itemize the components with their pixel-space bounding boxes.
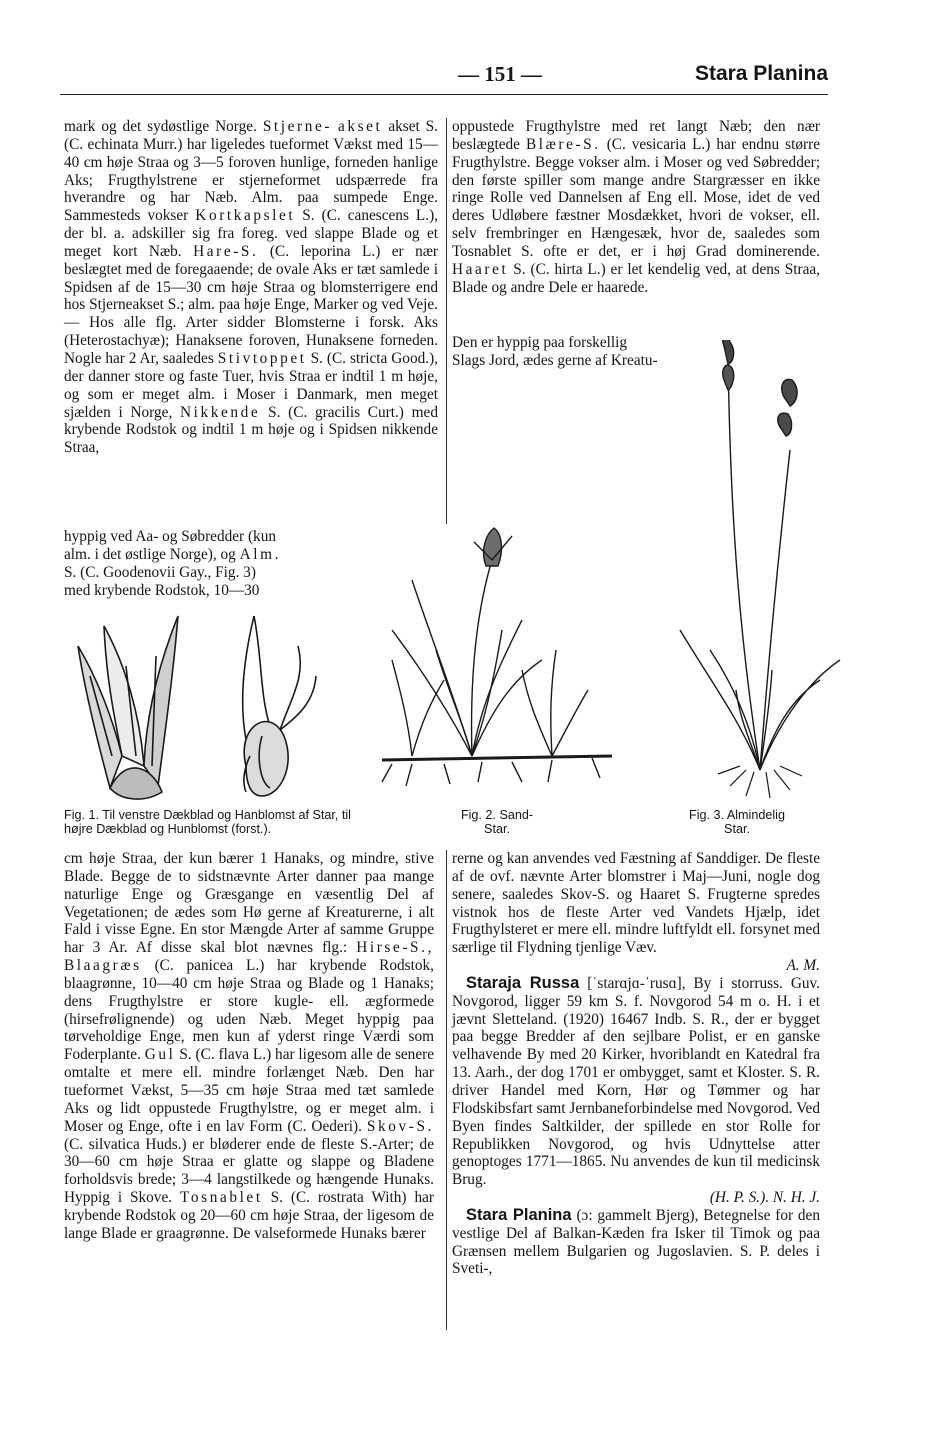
figure-3-illustration xyxy=(670,340,850,810)
species-name: Blære-S. xyxy=(525,135,601,153)
species-name: akset xyxy=(337,118,383,135)
figure-1-caption: Fig. 1. Til venstre Dækblad og Hanblomst af Star, til højre Dækblad og Hunblomst (forst.). xyxy=(64,808,351,836)
author-signature: (H. P. S.). N. H. J. xyxy=(709,1189,820,1207)
author-signature: A. M. xyxy=(786,957,820,975)
column-rule-bottom xyxy=(446,850,447,1330)
species-name: Alm. xyxy=(239,545,282,563)
species-name: Kortkapslet xyxy=(195,207,296,225)
page-number: — 151 — xyxy=(458,62,542,86)
species-name: Skov-S. xyxy=(366,1117,434,1135)
figure-1-illustration xyxy=(66,606,366,806)
species-name: Stivtoppet xyxy=(217,349,307,367)
species-name: Tosnablet xyxy=(180,1189,263,1207)
entry-staraja-russa: Staraja Russa [ˈstarɑjɑ-ˈrusɑ], By i storruss. Guv. Novgorod, ligger 59 km S. f. Novgorod 54 m o. H. i et jævnt Sletteland. (1920) 16467 Indb. S. R., der er bygget paa begge Bredder af den sejlbare Polist, er en ganske velhavende By med 20 Kirker, hvoriblandt en Katedral fra 13. Aarh., der dog 1701 er ombygget, samt et Kloster. S. R. driver Handel med Korn, Hør og Tømmer og har Flodskibsfart samt Jernbaneforbindelse med Novgorod. Ved Byen findes Saltkilder, der spillede en stor Rolle for Republikken Novgorod, og hvis Udnyttelse atter genoptoges 1771—1865. Nu anvendes de kun til medicinsk Brug. xyxy=(452,973,820,1189)
column-rule-top xyxy=(446,118,447,524)
species-name: Nikkende xyxy=(180,403,261,421)
page-header xyxy=(60,58,828,95)
entry-title: Staraja Russa xyxy=(466,973,580,992)
entry-title: Stara Planina xyxy=(466,1205,572,1224)
column-top-left-narrow: hyppig ved Aa- og Søbredder (kun alm. i det østlige Norge), og Alm. S. (C. Goodenovii Gay., Fig. 3) med krybende Rodstok, 10—30 xyxy=(64,528,282,599)
figure-2-caption: Fig. 2. Sand-Star. xyxy=(460,808,534,836)
paragraph-star-species: mark og det sydøstlige Norge. Stjerne- akset akset S. (C. echinata Murr.) har ligeledes tueformet Vækst med 15—40 cm høje Straa og 3—5 foroven hunlige, forneden hanlige Aks; Frugthylstrene er stjerneformet udspærrede fra hverandre og har Næb. Alm. paa sumpede Enge. Sammesteds vokser Kortkapslet S. (C. canescens L.), der bl. a. adskiller sig fra foreg. ved slappe Blade og et meget kort Næb. Hare-S. (C. leporina L.) er nær beslægtet med de foregaaende; de ovale Aks er tæt samlede i Spidsen af de 15—30 cm høje Straa og blomsterrigere end hos Stjerneakset S.; alm. paa høje Enge, Marker og ved Veje. — Hos alle flg. Arter sidder Blomsterne i forsk. Aks (Heterostachyæ); Hanaksene foroven, Hunaksene forneden. Nogle har 2 Ar, saaledes Stivtoppet S. (C. stricta Good.), der danner store og faste Tuer, hvis Straa er indtil 1 m høje, og som er meget alm. i Moser i Danmark, men meget sjælden i Norge, Nikkende S. (C. gracilis Curt.) med krybende Rodstok og indtil 1 m høje og i Spidsen nikkende Straa, xyxy=(64,118,439,457)
species-name: Blaagræs xyxy=(64,957,142,975)
column-top-right xyxy=(452,118,820,296)
column-bottom-right: rerne og kan anvendes ved Fæstning af Sanddiger. De fleste af de ovf. nævnte Arter blomstrer i Maj—Juni, nogle dog senere, saaledes Skov-S. og Haaret S. Frugterne spredes vistnok hos de fleste Arter ved Vandets Hjælp, idet Frugthylsteret er mere ell. mindre luftfyldt ell. forsynet med særlige til Flydning tjenlige Væv. A. M. Staraja Russa [ˈstarɑjɑ-ˈrusɑ], By i storruss. Guv. Novgorod, ligger 59 km S. f. Novgorod 54 m o. H. i et jævnt Sletteland. (1920) 16467 Indb. S. R., der er bygget paa begge Bredder af den sejlbare Polist, er en ganske velhavende By med 20 Kirker, hvoriblandt en Katedral fra 13. Aarh., der dog 1701 er ombygget, samt et Kloster. S. R. driver Handel med Korn, Hør og Tømmer og har Flodskibsfart samt Jernbaneforbindelse med Novgorod. Ved Byen findes Saltkilder, der spillede en stor Rolle for Republikken Novgorod, og hvis Udnyttelse atter genoptoges 1771—1865. Nu anvendes de kun til medicinsk Brug. (H. P. S.). N. H. J. Stara Planina (ɔ: gammelt Bjerg), Betegnelse for den vestlige Del af Balkan-Kæden fra Isker til Timok og paa Grænsen mellem Bulgarien og Jugoslavien. S. P. deles i Sveti-, xyxy=(452,850,820,1278)
column-top-right-narrow: Den er hyppig paa forskellig Slags Jord, ædes gerne af Kreatu- xyxy=(452,334,658,369)
column-top-left xyxy=(64,118,438,457)
figure-2-illustration xyxy=(352,520,652,790)
entry-stara-planina: Stara Planina (ɔ: gammelt Bjerg), Betegnelse for den vestlige Del af Balkan-Kæden fra Isker til Timok og paa Grænsen mellem Bulgarien og Jugoslavien. S. P. deles i Sveti-, xyxy=(452,1205,820,1278)
species-name: Gul xyxy=(144,1046,176,1064)
running-head: Stara Planina xyxy=(694,62,828,85)
species-name: Hirse-S., xyxy=(356,939,435,957)
species-name: Haaret xyxy=(452,260,509,278)
paragraph-carex-continued: oppustede Frugthylstre med ret langt Næb; den nær beslægtede Blære-S. (C. vesicaria L.) har endnu større Frugthylstre. Begge vokser alm. i Moser og ved Søbredder; den første spiller som mange andre Stargræsser en ikke ringe Rolle ved Dannelsen af Eng ell. Mose, idet de ved deres Udløbere fæstner Mosdækket, hvori de vokser, ell. selv frembringer en Hængesæk, hvor de, saaledes som Tosnablet S. ofte er det, er i høj Grad dominerende. Haaret S. (C. hirta L.) er let kendelig ved, at dens Straa, Blade og andre Dele er haarede. xyxy=(452,118,820,296)
species-name: Stjerne- xyxy=(262,118,333,135)
figure-3-caption: Fig. 3. Almindelig Star. xyxy=(689,808,785,836)
species-name: Hare-S. xyxy=(193,242,259,260)
column-bottom-left: cm høje Straa, der kun bærer 1 Hanaks, og mindre, stive Blade. Begge de to sidstnævnte Arter danner paa mange naturlige Enge og Græsgange en væsentlig Del af Vegetationen; de ædes som Hø gerne af Kreaturerne, i alt Fald i visse Egne. En stor Mængde Arter af samme Gruppe har 3 Ar. Af disse skal blot nævnes flg.: Hirse-S., Blaagræs (C. panicea L.) har krybende Rodstok, blaagrønne, 10—40 cm høje Straa og Blade og 1 Hanaks; dens Frugthylstre er store kugle- ell. ægformede (hirsefrølignende) og uden Næb. Meget hyppig paa tørveholdige Enge, men kun af yderst ringe Værdi som Foderplante. Gul S. (C. flava L.) har ligesom alle de senere omtalte et mere ell. mindre forlænget Næb. Den har tueformet Vækst, 5—35 cm høje Straa med tæt samlede Aks og lidt oppustede Frugthylstre, og er meget alm. i Moser og Enge, ofte i en lav Form (C. Oederi). Skov-S. (C. silvatica Huds.) er bløderer ende de fleste S.-Arter; de 30—60 cm høje Straa er glatte og slappe og Bladene forholdsvis brede; 3—4 langstilkede og hængende Hunaks. Hyppig i Skove. Tosnablet S. (C. rostrata With) har krybende Rodstok og 20—60 cm høje Straa, der ligesom de lange Blade er graagrønne. De valseformede Hunaks bærer xyxy=(64,850,435,1242)
